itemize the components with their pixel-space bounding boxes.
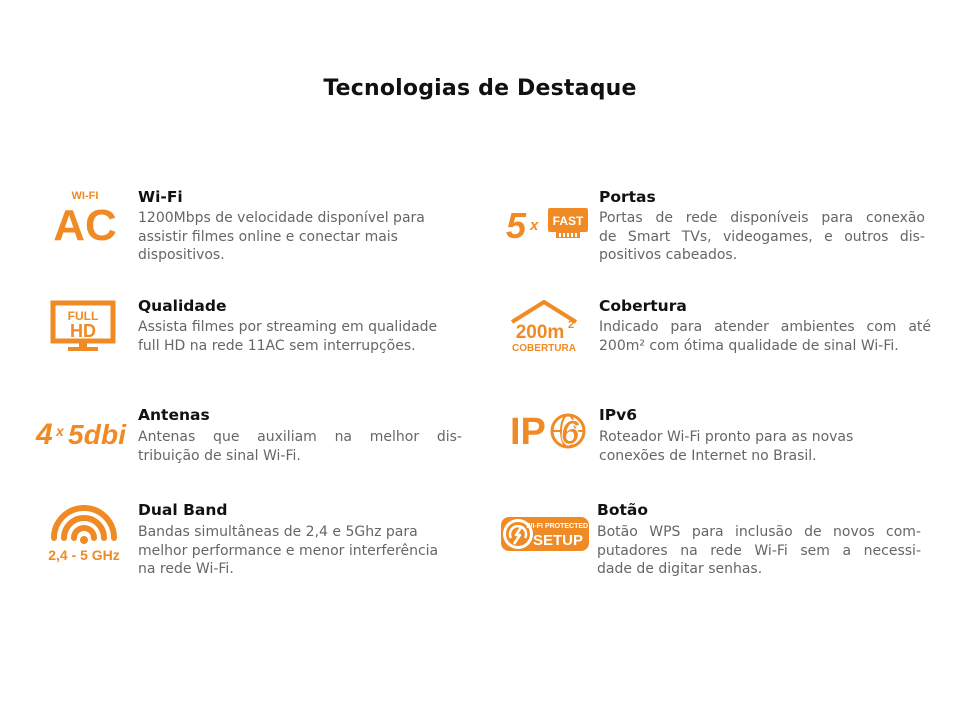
feature-description-line: Antenas que auxiliam na melhor dis- [138,429,462,445]
feature-description-line: conexões de Internet no Brasil. [599,447,817,464]
fast-ports-icon-label: FAST [552,214,584,228]
full-hd-tv-icon-line1: FULL [67,309,99,323]
feature-description [138,523,468,579]
full-hd-tv-icon-line2: HD [70,321,96,341]
feature-title: Dual Band [138,501,228,519]
feature-title: Botão [597,501,648,519]
feature-description [597,523,921,579]
feature-description [138,318,468,355]
antennas-icon-count: 4 [36,418,53,450]
feature-description-line: de Smart TVs, videogames, e outros dis- [599,228,925,245]
page-title: Tecnologias de Destaque [323,76,637,101]
feature-description-line: 1200Mbps de velocidade disponível para [138,210,425,226]
antennas-icon [34,414,134,450]
dual-band-wifi-icon [40,500,130,566]
feature-description-line: tribuição de sinal Wi-Fi. [138,447,301,464]
feature-description-line: dispositivos. [138,247,225,263]
ipv6-icon-main: IP [510,411,546,453]
feature-title: Qualidade [138,297,227,315]
feature-title: Cobertura [599,297,687,315]
feature-description [599,209,925,265]
feature-description-line: Botão WPS para inclusão de novos com- [597,524,921,540]
wifi-ac-icon [48,188,124,244]
coverage-house-icon-label: COBERTURA [512,343,576,354]
antennas-icon-gain: 5dbi [68,419,126,450]
coverage-house-icon [506,298,582,354]
feature-description-line: Bandas simultâneas de 2,4 e 5Ghz para [138,524,418,540]
feature-description-line: Portas de rede disponíveis para conexão [599,210,925,226]
wifi-ac-icon-top-text: WI-FI [71,190,99,202]
feature-description-line: Assista filmes por streaming em qualidade [138,319,438,335]
feature-description [138,209,464,265]
wps-setup-icon [500,514,590,556]
feature-description-line: putadores na rede Wi-Fi sem a necessi- [597,542,921,559]
feature-description [599,428,919,465]
feature-title: Antenas [138,406,210,424]
ipv6-icon [508,404,588,454]
feature-description-line: 200m² com ótima qualidade de sinal Wi-Fi. [599,337,899,354]
feature-title: Wi-Fi [138,188,183,206]
wps-setup-icon-main: SETUP [532,532,584,549]
feature-description-line: positivos cabeados. [599,247,738,263]
feature-description-line: melhor performance e menor interferência [138,542,439,559]
feature-description [138,428,462,465]
wps-setup-icon-top: WI-FI PROTECTED [525,523,589,530]
fast-ports-icon-count: 5 [506,205,527,242]
wifi-ac-icon-main-text: AC [53,201,117,244]
feature-description-line: na rede Wi-Fi. [138,561,234,577]
full-hd-tv-icon [50,300,116,354]
feature-description-line: assistir filmes online e conectar mais [138,228,398,245]
feature-description-line: Roteador Wi-Fi pronto para as novas [599,429,854,445]
coverage-house-icon-sup: 2 [568,319,575,331]
feature-title: IPv6 [599,406,638,424]
fast-ports-icon [504,204,590,242]
ipv6-icon-digit: 6 [560,414,580,452]
dual-band-wifi-icon-label: 2,4 - 5 GHz [48,547,120,563]
fast-ports-icon-x: x [530,217,539,234]
coverage-house-icon-area: 200m [515,322,565,343]
antennas-icon-x: x [56,423,64,439]
feature-description-line: dade de digitar senhas. [597,561,763,577]
feature-description [599,318,931,355]
feature-description-line: full HD na rede 11AC sem interrupções. [138,337,416,354]
feature-title: Portas [599,188,656,206]
feature-description-line: Indicado para atender ambientes com até [599,319,931,335]
